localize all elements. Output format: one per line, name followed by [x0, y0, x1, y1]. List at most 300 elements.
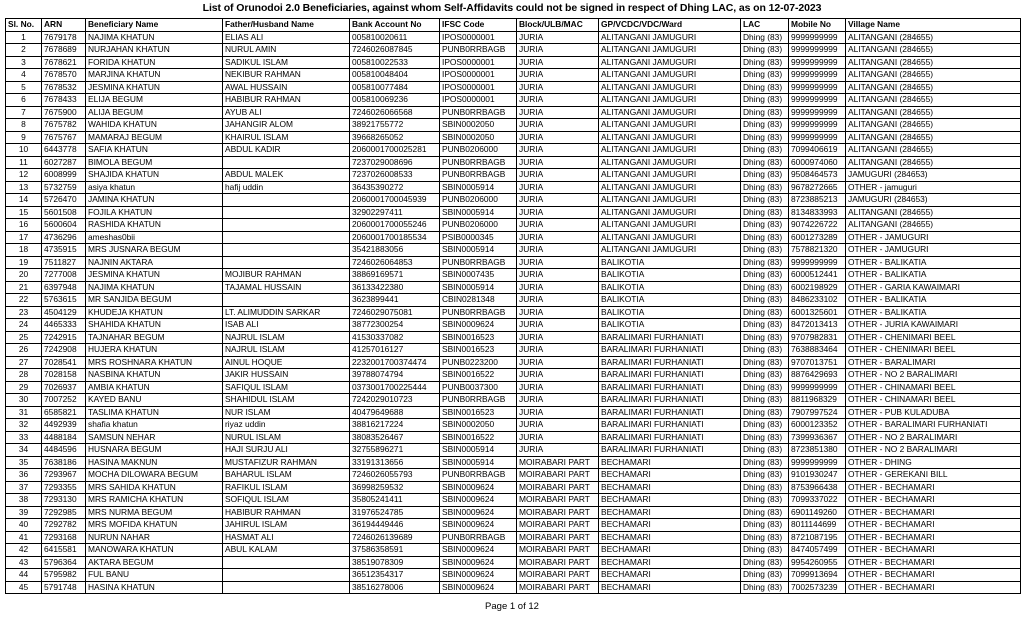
cell-block: JURIA: [517, 331, 599, 344]
cell-sl-no: 1: [6, 31, 42, 44]
cell-beneficiary-name: MRS MOFIDA KHATUN: [86, 519, 223, 532]
column-header-arn: ARN: [42, 19, 86, 32]
cell-beneficiary-name: NURJAHAN KHATUN: [86, 44, 223, 57]
cell-ifsc-code: SBIN0007435: [440, 269, 517, 282]
cell-mobile-no: 8811968329: [789, 394, 846, 407]
cell-sl-no: 26: [6, 344, 42, 357]
cell-gp-ward: ALITANGANI JAMUGURI: [599, 131, 741, 144]
cell-sl-no: 32: [6, 419, 42, 432]
cell-sl-no: 14: [6, 194, 42, 207]
cell-village-name: ALITANGANI (284655): [846, 56, 1021, 69]
cell-village-name: ALITANGANI (284655): [846, 44, 1021, 57]
cell-village-name: OTHER - JAMUGURI: [846, 244, 1021, 257]
cell-beneficiary-name: MRS SAHIDA KHATUN: [86, 481, 223, 494]
cell-father-husband-name: SAFIQUL ISLAM: [223, 381, 350, 394]
cell-beneficiary-name: NURUN NAHAR: [86, 531, 223, 544]
cell-mobile-no: 8723885213: [789, 194, 846, 207]
cell-father-husband-name: [223, 206, 350, 219]
cell-arn: 7675900: [42, 106, 86, 119]
cell-mobile-no: 7907997524: [789, 406, 846, 419]
cell-father-husband-name: JAHANGIR ALOM: [223, 119, 350, 132]
table-row: [6, 144, 1021, 157]
table-row: [6, 256, 1021, 269]
cell-sl-no: 45: [6, 581, 42, 594]
cell-mobile-no: 8876429693: [789, 369, 846, 382]
cell-block: JURIA: [517, 31, 599, 44]
cell-ifsc-code: IPOS0000001: [440, 69, 517, 82]
table-row: [6, 156, 1021, 169]
cell-mobile-no: 9999999999: [789, 56, 846, 69]
cell-arn: 7242908: [42, 344, 86, 357]
cell-block: MOIRABARI PART: [517, 569, 599, 582]
cell-ifsc-code: CBIN0281348: [440, 294, 517, 307]
cell-ifsc-code: SBIN0016522: [440, 369, 517, 382]
cell-beneficiary-name: AMBIA KHATUN: [86, 381, 223, 394]
cell-bank-account-no: 7246026055793: [350, 469, 440, 482]
cell-mobile-no: 6002198929: [789, 281, 846, 294]
cell-block: MOIRABARI PART: [517, 531, 599, 544]
cell-lac: Dhing (83): [741, 244, 789, 257]
cell-arn: 7675767: [42, 131, 86, 144]
cell-village-name: OTHER - BALIKATIA: [846, 294, 1021, 307]
cell-arn: 5791748: [42, 581, 86, 594]
cell-lac: Dhing (83): [741, 394, 789, 407]
cell-arn: 4492939: [42, 419, 86, 432]
cell-gp-ward: ALITANGANI JAMUGURI: [599, 106, 741, 119]
cell-father-husband-name: SOFIQUL ISLAM: [223, 494, 350, 507]
cell-arn: 7678433: [42, 94, 86, 107]
cell-bank-account-no: 2232001700374474: [350, 356, 440, 369]
cell-mobile-no: 9999999999: [789, 31, 846, 44]
cell-father-husband-name: NAJRUL ISLAM: [223, 331, 350, 344]
cell-bank-account-no: 36435390272: [350, 181, 440, 194]
cell-beneficiary-name: KHUDEJA KHATUN: [86, 306, 223, 319]
cell-block: JURIA: [517, 156, 599, 169]
cell-father-husband-name: riyaz uddin: [223, 419, 350, 432]
cell-block: JURIA: [517, 144, 599, 157]
table-row: [6, 406, 1021, 419]
cell-village-name: OTHER - BECHAMARI: [846, 519, 1021, 532]
cell-father-husband-name: LT. ALIMUDDIN SARKAR: [223, 306, 350, 319]
cell-mobile-no: 7578821320: [789, 244, 846, 257]
cell-gp-ward: ALITANGANI JAMUGURI: [599, 231, 741, 244]
page-number: Page 1 of 12: [485, 601, 539, 612]
cell-arn: 7675782: [42, 119, 86, 132]
cell-sl-no: 44: [6, 569, 42, 582]
cell-beneficiary-name: SHAJIDA KHATUN: [86, 169, 223, 182]
cell-lac: Dhing (83): [741, 56, 789, 69]
cell-lac: Dhing (83): [741, 469, 789, 482]
cell-village-name: ALITANGANI (284655): [846, 81, 1021, 94]
cell-sl-no: 11: [6, 156, 42, 169]
cell-father-husband-name: NUR ISLAM: [223, 406, 350, 419]
cell-lac: Dhing (83): [741, 319, 789, 332]
cell-village-name: OTHER - NO 2 BARALIMARI: [846, 444, 1021, 457]
cell-father-husband-name: ABDUL KADIR: [223, 144, 350, 157]
table-row: [6, 481, 1021, 494]
cell-bank-account-no: 7237026008533: [350, 169, 440, 182]
column-header-village-name: Village Name: [846, 19, 1021, 32]
cell-block: JURIA: [517, 206, 599, 219]
cell-ifsc-code: SBIN0005914: [440, 181, 517, 194]
cell-beneficiary-name: JESMINA KHATUN: [86, 81, 223, 94]
cell-mobile-no: 9508464573: [789, 169, 846, 182]
cell-bank-account-no: 7246026139689: [350, 531, 440, 544]
cell-lac: Dhing (83): [741, 144, 789, 157]
cell-sl-no: 41: [6, 531, 42, 544]
cell-bank-account-no: 005810020611: [350, 31, 440, 44]
cell-bank-account-no: 3623899441: [350, 294, 440, 307]
cell-bank-account-no: 36998259532: [350, 481, 440, 494]
cell-ifsc-code: PUNB0RRBAGB: [440, 256, 517, 269]
cell-village-name: OTHER - JAMUGURI: [846, 231, 1021, 244]
cell-father-husband-name: NURUL AMIN: [223, 44, 350, 57]
cell-mobile-no: 7399936367: [789, 431, 846, 444]
cell-arn: 6585821: [42, 406, 86, 419]
cell-arn: 4465333: [42, 319, 86, 332]
cell-lac: Dhing (83): [741, 494, 789, 507]
cell-village-name: OTHER - jamuguri: [846, 181, 1021, 194]
cell-lac: Dhing (83): [741, 69, 789, 82]
table-row: [6, 181, 1021, 194]
cell-arn: 6415581: [42, 544, 86, 557]
cell-lac: Dhing (83): [741, 131, 789, 144]
table-row: [6, 194, 1021, 207]
cell-sl-no: 21: [6, 281, 42, 294]
cell-sl-no: 19: [6, 256, 42, 269]
cell-father-husband-name: HASMAT ALI: [223, 531, 350, 544]
cell-village-name: ALITANGANI (284655): [846, 156, 1021, 169]
cell-father-husband-name: NAJRUL ISLAM: [223, 344, 350, 357]
cell-block: JURIA: [517, 294, 599, 307]
cell-beneficiary-name: TAJNAHAR BEGUM: [86, 331, 223, 344]
cell-gp-ward: BECHAMARI: [599, 519, 741, 532]
cell-beneficiary-name: shafia khatun: [86, 419, 223, 432]
cell-sl-no: 12: [6, 169, 42, 182]
cell-sl-no: 18: [6, 244, 42, 257]
cell-beneficiary-name: MOCHA DILOWARA BEGUM: [86, 469, 223, 482]
cell-sl-no: 36: [6, 469, 42, 482]
cell-village-name: OTHER - PUB KULADUBA: [846, 406, 1021, 419]
cell-village-name: OTHER - BECHAMARI: [846, 556, 1021, 569]
cell-gp-ward: BARALIMARI FURHANIATI: [599, 344, 741, 357]
cell-arn: 7293168: [42, 531, 86, 544]
cell-father-husband-name: [223, 294, 350, 307]
cell-block: JURIA: [517, 406, 599, 419]
cell-arn: 6027287: [42, 156, 86, 169]
cell-village-name: OTHER - BECHAMARI: [846, 544, 1021, 557]
cell-bank-account-no: 38869169571: [350, 269, 440, 282]
cell-mobile-no: 9678272665: [789, 181, 846, 194]
cell-arn: 5732759: [42, 181, 86, 194]
cell-village-name: ALITANGANI (284655): [846, 206, 1021, 219]
cell-father-husband-name: ABUL KALAM: [223, 544, 350, 557]
table-row: [6, 319, 1021, 332]
cell-lac: Dhing (83): [741, 106, 789, 119]
cell-arn: 7511827: [42, 256, 86, 269]
cell-ifsc-code: SBIN0009624: [440, 319, 517, 332]
cell-ifsc-code: IPOS0000001: [440, 94, 517, 107]
cell-mobile-no: 9999999999: [789, 119, 846, 132]
table-row: [6, 469, 1021, 482]
cell-village-name: ALITANGANI (284655): [846, 31, 1021, 44]
cell-bank-account-no: 31976524785: [350, 506, 440, 519]
cell-gp-ward: BALIKOTIA: [599, 294, 741, 307]
table-row: [6, 219, 1021, 232]
cell-sl-no: 33: [6, 431, 42, 444]
cell-arn: 7242915: [42, 331, 86, 344]
cell-village-name: OTHER - CHINAMARI BEEL: [846, 381, 1021, 394]
cell-lac: Dhing (83): [741, 169, 789, 182]
cell-mobile-no: 7638883464: [789, 344, 846, 357]
cell-beneficiary-name: SHAHIDA KHATUN: [86, 319, 223, 332]
cell-father-husband-name: [223, 244, 350, 257]
cell-block: JURIA: [517, 94, 599, 107]
cell-gp-ward: BALIKOTIA: [599, 256, 741, 269]
cell-gp-ward: BALIKOTIA: [599, 281, 741, 294]
cell-bank-account-no: 32755896271: [350, 444, 440, 457]
cell-beneficiary-name: MARJINA KHATUN: [86, 69, 223, 82]
cell-father-husband-name: MUSTAFIZUR RAHMAN: [223, 456, 350, 469]
cell-block: JURIA: [517, 431, 599, 444]
cell-ifsc-code: SBIN0009624: [440, 556, 517, 569]
cell-ifsc-code: SBIN0009624: [440, 544, 517, 557]
table-row: [6, 294, 1021, 307]
cell-sl-no: 35: [6, 456, 42, 469]
cell-bank-account-no: 35421883056: [350, 244, 440, 257]
cell-beneficiary-name: HUSNARA BEGUM: [86, 444, 223, 457]
cell-ifsc-code: SBIN0005914: [440, 244, 517, 257]
column-header-sl-no: Sl. No.: [6, 19, 42, 32]
cell-beneficiary-name: NAJIMA KHATUN: [86, 281, 223, 294]
cell-ifsc-code: PUNB0RRBAGB: [440, 306, 517, 319]
cell-ifsc-code: PUNB0RRBAGB: [440, 106, 517, 119]
cell-bank-account-no: 38519078309: [350, 556, 440, 569]
cell-ifsc-code: PUNB0RRBAGB: [440, 44, 517, 57]
table-row: [6, 381, 1021, 394]
table-row: [6, 431, 1021, 444]
cell-village-name: ALITANGANI (284655): [846, 106, 1021, 119]
cell-block: JURIA: [517, 444, 599, 457]
cell-mobile-no: 6901149260: [789, 506, 846, 519]
cell-village-name: OTHER - BECHAMARI: [846, 506, 1021, 519]
cell-ifsc-code: SBIN0009624: [440, 494, 517, 507]
cell-bank-account-no: 36194449446: [350, 519, 440, 532]
cell-gp-ward: ALITANGANI JAMUGURI: [599, 119, 741, 132]
cell-village-name: OTHER - BARALIMARI FURHANIATI: [846, 419, 1021, 432]
cell-mobile-no: 8486233102: [789, 294, 846, 307]
cell-bank-account-no: 7246026064853: [350, 256, 440, 269]
cell-arn: 7292985: [42, 506, 86, 519]
cell-arn: 7277008: [42, 269, 86, 282]
cell-arn: 5600604: [42, 219, 86, 232]
cell-bank-account-no: 7237029008696: [350, 156, 440, 169]
cell-gp-ward: BECHAMARI: [599, 494, 741, 507]
cell-block: JURIA: [517, 81, 599, 94]
cell-ifsc-code: SBIN0005914: [440, 444, 517, 457]
cell-lac: Dhing (83): [741, 156, 789, 169]
cell-village-name: ALITANGANI (284655): [846, 219, 1021, 232]
cell-ifsc-code: PUNB0RRBAGB: [440, 156, 517, 169]
cell-mobile-no: 9999999999: [789, 256, 846, 269]
cell-beneficiary-name: RASHIDA KHATUN: [86, 219, 223, 232]
cell-gp-ward: BECHAMARI: [599, 481, 741, 494]
cell-arn: 6008999: [42, 169, 86, 182]
cell-bank-account-no: 005810077484: [350, 81, 440, 94]
table-row: [6, 106, 1021, 119]
cell-father-husband-name: JAKIR HUSSAIN: [223, 369, 350, 382]
cell-lac: Dhing (83): [741, 306, 789, 319]
cell-bank-account-no: 37586358591: [350, 544, 440, 557]
cell-village-name: OTHER - BALIKATIA: [846, 256, 1021, 269]
cell-lac: Dhing (83): [741, 569, 789, 582]
cell-gp-ward: ALITANGANI JAMUGURI: [599, 194, 741, 207]
table-row: [6, 581, 1021, 594]
cell-bank-account-no: 38921755772: [350, 119, 440, 132]
cell-father-husband-name: AWAL HUSSAIN: [223, 81, 350, 94]
table-row: [6, 519, 1021, 532]
cell-father-husband-name: KHAIRUL ISLAM: [223, 131, 350, 144]
cell-lac: Dhing (83): [741, 556, 789, 569]
table-row: [6, 31, 1021, 44]
cell-bank-account-no: 005810048404: [350, 69, 440, 82]
cell-village-name: ALITANGANI (284655): [846, 69, 1021, 82]
cell-mobile-no: 6001325601: [789, 306, 846, 319]
table-row: [6, 231, 1021, 244]
cell-beneficiary-name: MRS ROSHNARA KHATUN: [86, 356, 223, 369]
cell-gp-ward: BECHAMARI: [599, 506, 741, 519]
cell-lac: Dhing (83): [741, 119, 789, 132]
cell-gp-ward: ALITANGANI JAMUGURI: [599, 94, 741, 107]
cell-mobile-no: 9101930247: [789, 469, 846, 482]
cell-lac: Dhing (83): [741, 519, 789, 532]
cell-ifsc-code: SBIN0005914: [440, 281, 517, 294]
column-header-block: Block/ULB/MAC: [517, 19, 599, 32]
cell-mobile-no: 9999999999: [789, 44, 846, 57]
cell-lac: Dhing (83): [741, 369, 789, 382]
cell-arn: 7678570: [42, 69, 86, 82]
table-row: [6, 419, 1021, 432]
cell-bank-account-no: 33191313656: [350, 456, 440, 469]
table-row: [6, 94, 1021, 107]
cell-gp-ward: BECHAMARI: [599, 531, 741, 544]
cell-sl-no: 2: [6, 44, 42, 57]
cell-bank-account-no: 2060001700185534: [350, 231, 440, 244]
cell-sl-no: 40: [6, 519, 42, 532]
cell-arn: 7678621: [42, 56, 86, 69]
cell-sl-no: 17: [6, 231, 42, 244]
cell-block: JURIA: [517, 69, 599, 82]
table-row: [6, 331, 1021, 344]
cell-lac: Dhing (83): [741, 181, 789, 194]
cell-lac: Dhing (83): [741, 381, 789, 394]
cell-mobile-no: 9999999999: [789, 106, 846, 119]
cell-lac: Dhing (83): [741, 194, 789, 207]
cell-block: JURIA: [517, 319, 599, 332]
cell-beneficiary-name: SAMSUN NEHAR: [86, 431, 223, 444]
cell-beneficiary-name: asiya khatun: [86, 181, 223, 194]
cell-bank-account-no: 005810022533: [350, 56, 440, 69]
cell-father-husband-name: AINUL HOQUE: [223, 356, 350, 369]
cell-father-husband-name: HABIBUR RAHMAN: [223, 506, 350, 519]
cell-block: JURIA: [517, 419, 599, 432]
cell-block: MOIRABARI PART: [517, 481, 599, 494]
cell-gp-ward: BARALIMARI FURHANIATI: [599, 381, 741, 394]
cell-beneficiary-name: MRS JUSNARA BEGUM: [86, 244, 223, 257]
cell-gp-ward: BARALIMARI FURHANIATI: [599, 369, 741, 382]
column-header-mobile-no: Mobile No: [789, 19, 846, 32]
cell-village-name: JAMUGURI (284653): [846, 194, 1021, 207]
cell-sl-no: 43: [6, 556, 42, 569]
cell-father-husband-name: [223, 194, 350, 207]
cell-ifsc-code: SBIN0009624: [440, 481, 517, 494]
cell-father-husband-name: SADIKUL ISLAM: [223, 56, 350, 69]
column-header-bank-account-no: Bank Account No: [350, 19, 440, 32]
cell-lac: Dhing (83): [741, 531, 789, 544]
cell-lac: Dhing (83): [741, 206, 789, 219]
table-row: [6, 369, 1021, 382]
cell-sl-no: 20: [6, 269, 42, 282]
cell-lac: Dhing (83): [741, 456, 789, 469]
cell-mobile-no: 8134833993: [789, 206, 846, 219]
cell-ifsc-code: SBIN0016523: [440, 344, 517, 357]
cell-lac: Dhing (83): [741, 256, 789, 269]
cell-bank-account-no: 39788074794: [350, 369, 440, 382]
cell-bank-account-no: 36512354317: [350, 569, 440, 582]
cell-village-name: OTHER - DHING: [846, 456, 1021, 469]
table-row: [6, 131, 1021, 144]
cell-bank-account-no: 32902297411: [350, 206, 440, 219]
cell-sl-no: 5: [6, 81, 42, 94]
cell-sl-no: 25: [6, 331, 42, 344]
cell-lac: Dhing (83): [741, 44, 789, 57]
cell-beneficiary-name: FUL BANU: [86, 569, 223, 582]
cell-ifsc-code: PUNB0RRBAGB: [440, 169, 517, 182]
cell-sl-no: 13: [6, 181, 42, 194]
cell-village-name: OTHER - GEREKANI BILL: [846, 469, 1021, 482]
cell-mobile-no: 7099406619: [789, 144, 846, 157]
column-header-beneficiary-name: Beneficiary Name: [86, 19, 223, 32]
cell-mobile-no: 7099337022: [789, 494, 846, 507]
cell-sl-no: 22: [6, 294, 42, 307]
cell-lac: Dhing (83): [741, 294, 789, 307]
cell-ifsc-code: PUNB0037300: [440, 381, 517, 394]
cell-block: MOIRABARI PART: [517, 494, 599, 507]
table-row: [6, 531, 1021, 544]
table-row: [6, 394, 1021, 407]
cell-beneficiary-name: ameshas0bii: [86, 231, 223, 244]
table-row: [6, 69, 1021, 82]
cell-bank-account-no: 35805241411: [350, 494, 440, 507]
cell-mobile-no: 6001273289: [789, 231, 846, 244]
cell-block: JURIA: [517, 194, 599, 207]
cell-father-husband-name: JAHIRUL ISLAM: [223, 519, 350, 532]
cell-village-name: ALITANGANI (284655): [846, 131, 1021, 144]
cell-beneficiary-name: WAHIDA KHATUN: [86, 119, 223, 132]
cell-bank-account-no: 39668265052: [350, 131, 440, 144]
cell-mobile-no: 8721087195: [789, 531, 846, 544]
cell-arn: 6443778: [42, 144, 86, 157]
cell-arn: 5795982: [42, 569, 86, 582]
table-row: [6, 206, 1021, 219]
cell-gp-ward: ALITANGANI JAMUGURI: [599, 81, 741, 94]
cell-mobile-no: 9999999999: [789, 81, 846, 94]
cell-block: JURIA: [517, 106, 599, 119]
cell-arn: 4735915: [42, 244, 86, 257]
cell-father-husband-name: HABIBUR RAHMAN: [223, 94, 350, 107]
cell-gp-ward: ALITANGANI JAMUGURI: [599, 156, 741, 169]
cell-arn: 7293967: [42, 469, 86, 482]
